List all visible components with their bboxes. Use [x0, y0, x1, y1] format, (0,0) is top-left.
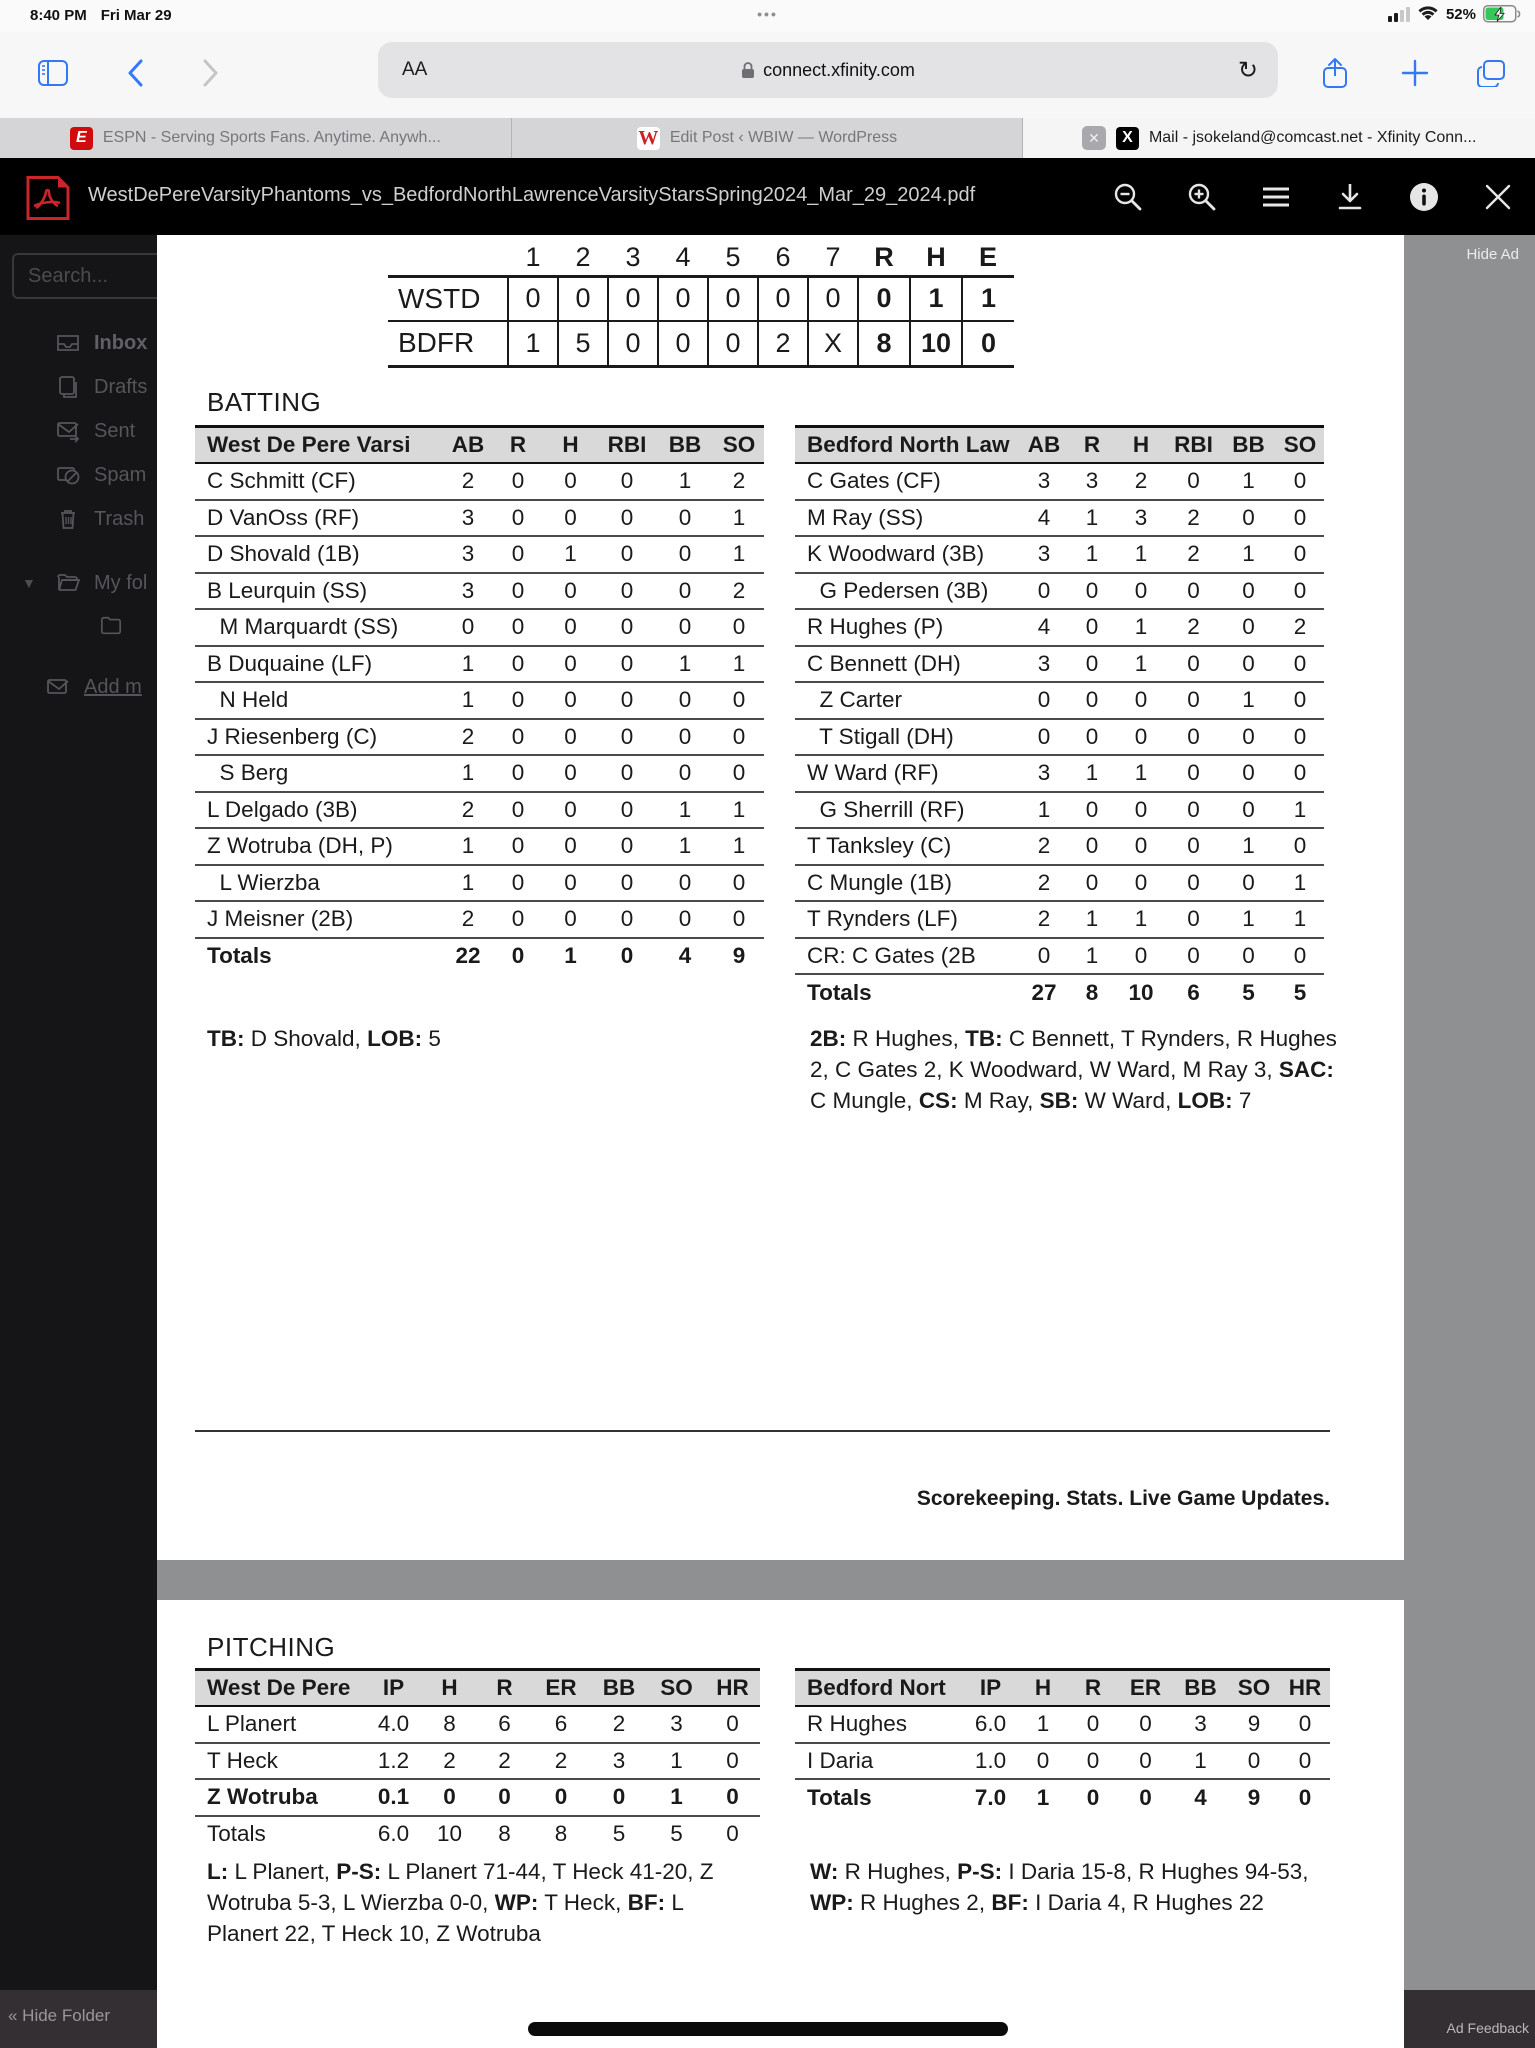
x-icon: X — [1116, 127, 1139, 150]
close-tab-icon[interactable]: ✕ — [1082, 126, 1106, 150]
batting-notes-away: TB: D Shovald, LOB: 5 — [207, 1026, 441, 1051]
column-header: RBI — [1166, 427, 1221, 464]
url-text: connect.xfinity.com — [763, 59, 915, 80]
status-bar — [0, 0, 1535, 32]
bottom-left-corner — [0, 1990, 157, 2048]
reader-options-button[interactable]: AA — [402, 59, 428, 80]
table-row: D Shovald (1B) 3 0 1 0 0 1 — [195, 536, 764, 573]
tab-espn[interactable] — [0, 118, 512, 158]
pdf-file-icon — [24, 176, 70, 220]
inning-header: 7 — [825, 241, 841, 272]
inning-header: R — [874, 241, 894, 272]
sidebar-item-my-folders[interactable]: ▼ My fol — [22, 571, 148, 594]
caret-down-icon: ▼ — [22, 575, 36, 591]
column-header: ER — [1118, 1670, 1173, 1707]
pdf-toolbar — [0, 158, 1535, 235]
wifi-icon — [1417, 6, 1439, 22]
table-row: L Planert 4.0 8 6 6 2 3 0 — [195, 1706, 760, 1743]
back-button[interactable] — [112, 50, 158, 96]
tab-bar — [0, 118, 1535, 158]
inning-header: H — [926, 241, 946, 272]
totals-row: Totals 27 8 10 6 5 5 — [795, 974, 1324, 1011]
sidebar-toggle-button[interactable] — [30, 50, 76, 96]
share-button[interactable] — [1312, 50, 1358, 96]
inning-header: 3 — [625, 241, 641, 272]
bottom-right-corner — [1404, 1990, 1535, 2048]
table-row: Z Carter 0 0 0 0 1 0 — [795, 682, 1324, 719]
trash-icon — [56, 507, 80, 531]
inbox-icon — [56, 331, 80, 355]
batting-notes-home: 2B: R Hughes, TB: C Bennett, T Rynders, R Hughes 2, C Gates 2, K Woodward, W Ward, M Ray 3, SAC: C Mungle, CS: M Ray, SB: W Ward, LOB: 7 — [810, 1026, 1337, 1113]
close-viewer-icon[interactable] — [1461, 158, 1535, 235]
column-header: SO — [648, 1670, 705, 1707]
tab-mail-active[interactable] — [1023, 118, 1535, 158]
column-header: HR — [705, 1670, 760, 1707]
table-row: M Ray (SS) 4 1 3 2 0 0 — [795, 500, 1324, 537]
pitching-section-title: PITCHING — [207, 1632, 336, 1662]
totals-row: Totals 22 0 1 0 4 9 — [195, 938, 764, 975]
hide-folder-button[interactable]: « Hide Folder — [8, 2006, 111, 2025]
tab-mail-title: Mail - jsokeland@comcast.net - Xfinity Conn... — [1148, 129, 1477, 146]
table-row: S Berg 1 0 0 0 0 0 — [195, 755, 764, 792]
column-header: BB — [1221, 427, 1276, 464]
column-header: R — [1068, 1670, 1118, 1707]
pitching-table-away — [195, 1668, 760, 1852]
tab-wordpress-title: Edit Post ‹ WBIW — WordPress — [669, 129, 898, 146]
column-header: SO — [714, 427, 764, 464]
column-header: West De Pere Varsi — [195, 427, 443, 464]
search-input[interactable]: Search... — [12, 253, 157, 299]
column-header: ER — [532, 1670, 590, 1707]
table-row: G Pedersen (3B) 0 0 0 0 0 0 — [795, 573, 1324, 610]
table-row: T Tanksley (C) 2 0 0 0 1 0 — [795, 828, 1324, 865]
wordpress-icon: W — [638, 126, 659, 149]
table-row: J Meisner (2B) 2 0 0 0 0 0 — [195, 901, 764, 938]
table-row: D VanOss (RF) 3 0 0 0 0 1 — [195, 500, 764, 537]
browser-toolbar — [0, 32, 1535, 118]
column-header: H — [543, 427, 598, 464]
column-header: SO — [1276, 427, 1324, 464]
column-header: R — [1068, 427, 1116, 464]
pitching-notes-away: L: L Planert, P-S: L Planert 71-44, T Heck 41-20, Z Wotruba 5-3, L Wierzba 0-0, WP: T Heck, BF: L Planert 22, T Heck 10, Z Wotruba — [207, 1859, 714, 1946]
table-row: L Wierzba 1 0 0 0 0 0 — [195, 865, 764, 902]
table-row: C Gates (CF) 3 3 2 0 1 0 — [795, 463, 1324, 500]
table-row: K Woodward (3B) 3 1 1 2 1 0 — [795, 536, 1324, 573]
add-mail-icon — [46, 675, 70, 699]
zoom-in-icon[interactable] — [1165, 158, 1239, 235]
pitching-notes-home: W: R Hughes, P-S: I Daria 15-8, R Hughes 94-53, WP: R Hughes 2, BF: I Daria 4, R Hughes 22 — [810, 1859, 1309, 1915]
espn-icon: E — [70, 127, 93, 150]
totals-row: Totals 7.0 1 0 0 4 9 0 — [795, 1779, 1330, 1816]
inning-header: 6 — [775, 241, 791, 272]
drafts-icon — [56, 375, 80, 399]
linescore-team-row: WSTD 0 0 0 0 0 0 0 0 1 1 — [388, 276, 1014, 321]
status-time: 8:40 PM — [30, 7, 87, 24]
footer-tagline: Scorekeeping. Stats. Live Game Updates. — [916, 1487, 1330, 1510]
info-icon[interactable] — [1387, 158, 1461, 235]
column-header: RBI — [598, 427, 656, 464]
column-header: Bedford Nort — [795, 1670, 963, 1707]
column-header: BB — [1173, 1670, 1228, 1707]
inning-header: 4 — [675, 241, 691, 272]
status-ellipsis-icon: ••• — [757, 6, 778, 22]
sidebar-item-subfolder[interactable] — [0, 607, 157, 647]
column-header: Bedford North Law — [795, 427, 1020, 464]
table-row: CR: C Gates (2B 0 1 0 0 0 0 — [795, 938, 1324, 975]
hide-ad-button[interactable]: Hide Ad — [1466, 246, 1519, 263]
pdf-page-separator — [157, 1560, 1404, 1600]
column-header: AB — [443, 427, 493, 464]
table-row: J Riesenberg (C) 2 0 0 0 0 0 — [195, 719, 764, 756]
lock-icon — [741, 61, 755, 79]
tab-espn-title: ESPN - Serving Sports Fans. Anytime. Anywh... — [102, 129, 441, 146]
tabs-overview-button[interactable] — [1468, 50, 1514, 96]
column-header: R — [477, 1670, 532, 1707]
battery-icon — [1483, 5, 1521, 23]
inning-header: 2 — [575, 241, 591, 272]
table-row: Z Wotruba (DH, P) 1 0 0 0 1 1 — [195, 828, 764, 865]
inning-header: 5 — [725, 241, 741, 272]
column-header: R — [493, 427, 543, 464]
pitching-table-home — [795, 1668, 1330, 1816]
column-header: IP — [963, 1670, 1018, 1707]
table-row: C Mungle (1B) 2 0 0 0 0 1 — [795, 865, 1324, 902]
table-row: T Heck 1.2 2 2 2 3 1 0 — [195, 1743, 760, 1780]
batting-table-away — [195, 425, 764, 974]
column-header: H — [422, 1670, 477, 1707]
batting-section-title: BATTING — [207, 387, 322, 417]
table-row: L Delgado (3B) 2 0 0 0 1 1 — [195, 792, 764, 829]
linescore-team-row: BDFR 1 5 0 0 0 2 X 8 10 0 — [388, 321, 1014, 366]
column-header: AB — [1020, 427, 1068, 464]
table-row: G Sherrill (RF) 1 0 0 0 0 1 — [795, 792, 1324, 829]
column-header: BB — [656, 427, 714, 464]
table-row: M Marquardt (SS) 0 0 0 0 0 0 — [195, 609, 764, 646]
table-row: B Duquaine (LF) 1 0 0 0 1 1 — [195, 646, 764, 683]
pdf-page-1 — [157, 235, 1404, 1560]
sidebar-item-trash[interactable]: Trash — [0, 499, 157, 539]
table-row: R Hughes (P) 4 0 1 2 0 2 — [795, 609, 1324, 646]
forward-button[interactable] — [188, 50, 234, 96]
inning-header: 1 — [525, 241, 541, 272]
zoom-out-icon[interactable] — [1091, 158, 1165, 235]
sidebar-item-sent[interactable]: Sent — [0, 411, 157, 451]
pdf-page-2 — [157, 1600, 1404, 2048]
table-row: C Schmitt (CF) 2 0 0 0 1 2 — [195, 463, 764, 500]
column-header: H — [1018, 1670, 1068, 1707]
reload-button[interactable]: ↻ — [1237, 56, 1258, 84]
table-row: N Held 1 0 0 0 0 0 — [195, 682, 764, 719]
inning-header: E — [978, 241, 997, 272]
table-row: W Ward (RF) 3 1 1 0 0 0 — [795, 755, 1324, 792]
totals-row: Totals 6.0 10 8 8 5 5 0 — [195, 1816, 760, 1853]
table-row: C Bennett (DH) 3 0 1 0 0 0 — [795, 646, 1324, 683]
status-date: Fri Mar 29 — [100, 7, 172, 24]
ad-feedback-link[interactable]: Ad Feedback — [1446, 2020, 1529, 2036]
home-indicator[interactable] — [528, 2022, 1008, 2036]
batting-table-home — [795, 425, 1324, 1011]
mail-sidebar — [0, 235, 157, 1990]
viewer-background-right — [1404, 235, 1535, 1990]
pdf-filename: WestDePereVarsityPhantoms_vs_BedfordNorthLawrenceVarsityStarsSpring2024_Mar_29_2024.pdf — [88, 184, 976, 206]
tab-wordpress[interactable] — [512, 118, 1024, 158]
column-header: SO — [1228, 1670, 1280, 1707]
new-tab-button[interactable] — [1392, 50, 1438, 96]
table-row: Z Wotruba 0.1 0 0 0 0 1 0 — [195, 1779, 760, 1816]
download-icon[interactable] — [1313, 158, 1387, 235]
column-header: IP — [365, 1670, 422, 1707]
footer-rule — [195, 1430, 1330, 1432]
table-row: B Leurquin (SS) 3 0 0 0 0 2 — [195, 573, 764, 610]
cellular-signal-icon — [1388, 6, 1410, 22]
sidebar-item-add-mailbox[interactable]: Add m — [0, 667, 157, 707]
sent-icon — [56, 419, 80, 443]
column-header: BB — [590, 1670, 648, 1707]
column-header: West De Pere — [195, 1670, 365, 1707]
column-header: H — [1116, 427, 1166, 464]
sidebar-item-inbox[interactable]: Inbox — [0, 323, 157, 363]
table-row: I Daria 1.0 0 0 0 1 0 0 — [795, 1743, 1330, 1780]
spam-icon — [56, 463, 80, 487]
table-row: T Stigall (DH) 0 0 0 0 0 0 — [795, 719, 1324, 756]
battery-percent: 52% — [1445, 5, 1476, 23]
sidebar-item-drafts[interactable]: Drafts — [0, 367, 157, 407]
linescore-table — [388, 240, 1014, 368]
folder-icon — [100, 615, 124, 639]
column-header: HR — [1280, 1670, 1330, 1707]
address-bar[interactable] — [378, 42, 1278, 98]
table-row: R Hughes 6.0 1 0 0 3 9 0 — [795, 1706, 1330, 1743]
table-row: T Rynders (LF) 2 1 1 0 1 1 — [795, 901, 1324, 938]
sidebar-item-spam[interactable]: Spam — [0, 455, 157, 495]
menu-icon[interactable] — [1239, 158, 1313, 235]
folder-open-icon — [56, 571, 80, 595]
